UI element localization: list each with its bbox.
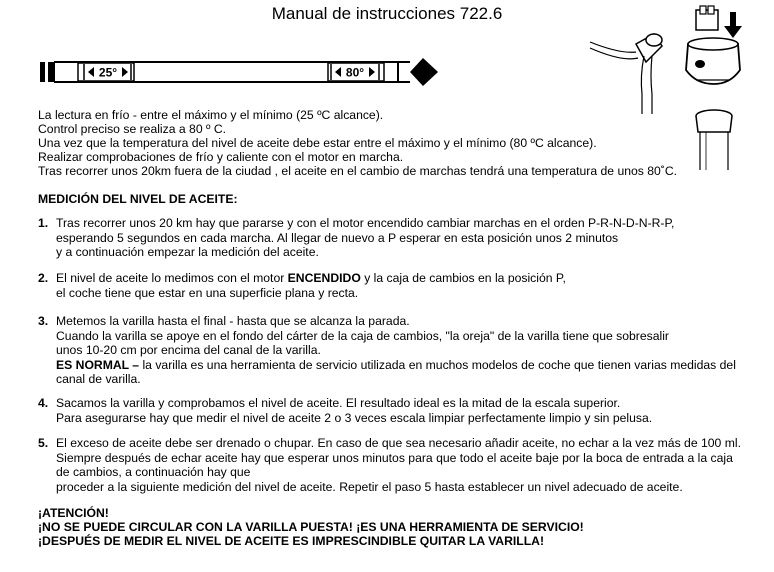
step-line: y a continuación empezar la medición del aceite. — [56, 245, 319, 259]
step-line: de cambios, a continuación hay que — [56, 465, 251, 479]
document-title: Manual de instrucciones 722.6 — [271, 4, 503, 23]
warning-line: ¡ATENCIÓN! — [38, 506, 109, 520]
step-3 — [38, 314, 758, 387]
step-number: 5. — [38, 436, 49, 450]
step-line: el coche tiene que estar en una superficie plana y recta. — [56, 285, 359, 300]
step-line: esperando 5 segundos en cada marcha. Al llegar de nuevo a P esperar en esta posición unos 2 minutos — [56, 230, 619, 245]
step-2 — [38, 271, 758, 300]
step-line: unos 10-20 cm por encima del canal de la varilla. — [56, 343, 321, 357]
step-1 — [38, 216, 758, 260]
step-text: El nivel de aceite lo medimos con el motor — [56, 271, 288, 285]
step-number: 4. — [38, 396, 49, 410]
step-4 — [38, 396, 758, 425]
step-line: Siempre después de echar aceite hay que esperar unos minutos para que todo el aceite baje por la boca de entrada a la caja — [56, 450, 733, 465]
step-5 — [38, 436, 758, 494]
emphasis-text: ENCENDIDO — [287, 271, 361, 285]
dipstick-diagram — [38, 56, 440, 88]
warning-block — [38, 506, 584, 548]
intro-paragraph — [38, 108, 738, 178]
intro-line: Control preciso se realiza a 80 º C. — [38, 122, 227, 136]
step-line: proceder a la siguiente medición del nivel de aceite. Repetir el paso 5 hasta establecer un nivel adecuado de aceite. — [56, 479, 683, 494]
step-line — [56, 358, 758, 373]
step-line: Metemos la varilla hasta el final - hasta que se alcanza la parada. — [56, 314, 410, 328]
step-text: y la caja de cambios en la posición P, — [360, 271, 566, 285]
hot-mark-label: 80° — [345, 65, 365, 80]
step-line — [56, 271, 758, 286]
step-number: 2. — [38, 271, 49, 285]
step-line: El exceso de aceite debe ser drenado o chupar. En caso de que sea necesario añadir aceite, no echar a la vez más de 100 ml. — [56, 436, 741, 450]
intro-line: Realizar comprobaciones de frío y caliente con el motor en marcha. — [38, 150, 404, 164]
step-number: 1. — [38, 216, 49, 230]
step-number: 3. — [38, 314, 49, 328]
intro-line: Una vez que la temperatura del nivel de aceite debe estar entre el máximo y el mínimo (80 ºC alcance). — [38, 136, 597, 150]
cold-mark-label: 25° — [98, 65, 118, 80]
step-line: canal de varilla. — [56, 372, 141, 386]
warning-line: ¡NO SE PUEDE CIRCULAR CON LA VARILLA PUESTA! ¡ES UNA HERRAMIENTA DE SERVICIO! — [38, 520, 584, 534]
intro-line: Tras recorrer unos 20km fuera de la ciudad , el aceite en el cambio de marchas tendrá una temperatura de unos 80˚C. — [38, 164, 678, 178]
step-text: la varilla es una herramienta de servicio utilizada en muchos modelos de coche que tienen varias medidas del — [139, 357, 736, 372]
step-line: Cuando la varilla se apoye en el fondo del cárter de la caja de cambios, "la oreja" de la varilla tiene que sobresalir — [56, 328, 669, 343]
step-line: Sacamos la varilla y comprobamos el nivel de aceite. El resultado ideal es la mitad de la escala superior. — [56, 396, 621, 410]
step-line: Tras recorrer unos 20 km hay que pararse y con el motor encendido cambiar marchas en el orden P-R-N-D-N-R-P, — [56, 216, 675, 230]
intro-line: La lectura en frío - entre el máximo y el mínimo (25 ºC alcance). — [38, 108, 384, 122]
step-line: Para asegurarse hay que medir el nivel de aceite 2 o 3 veces escala limpiar perfectamente limpio y sin pelusa. — [56, 410, 653, 425]
emphasis-text: ES NORMAL – — [56, 357, 140, 372]
warning-line: ¡DESPUÉS DE MEDIR EL NIVEL DE ACEITE ES IMPRESCINDIBLE QUITAR LA VARILLA! — [38, 534, 545, 548]
section-heading: MEDICIÓN DEL NIVEL DE ACEITE: — [38, 192, 238, 206]
